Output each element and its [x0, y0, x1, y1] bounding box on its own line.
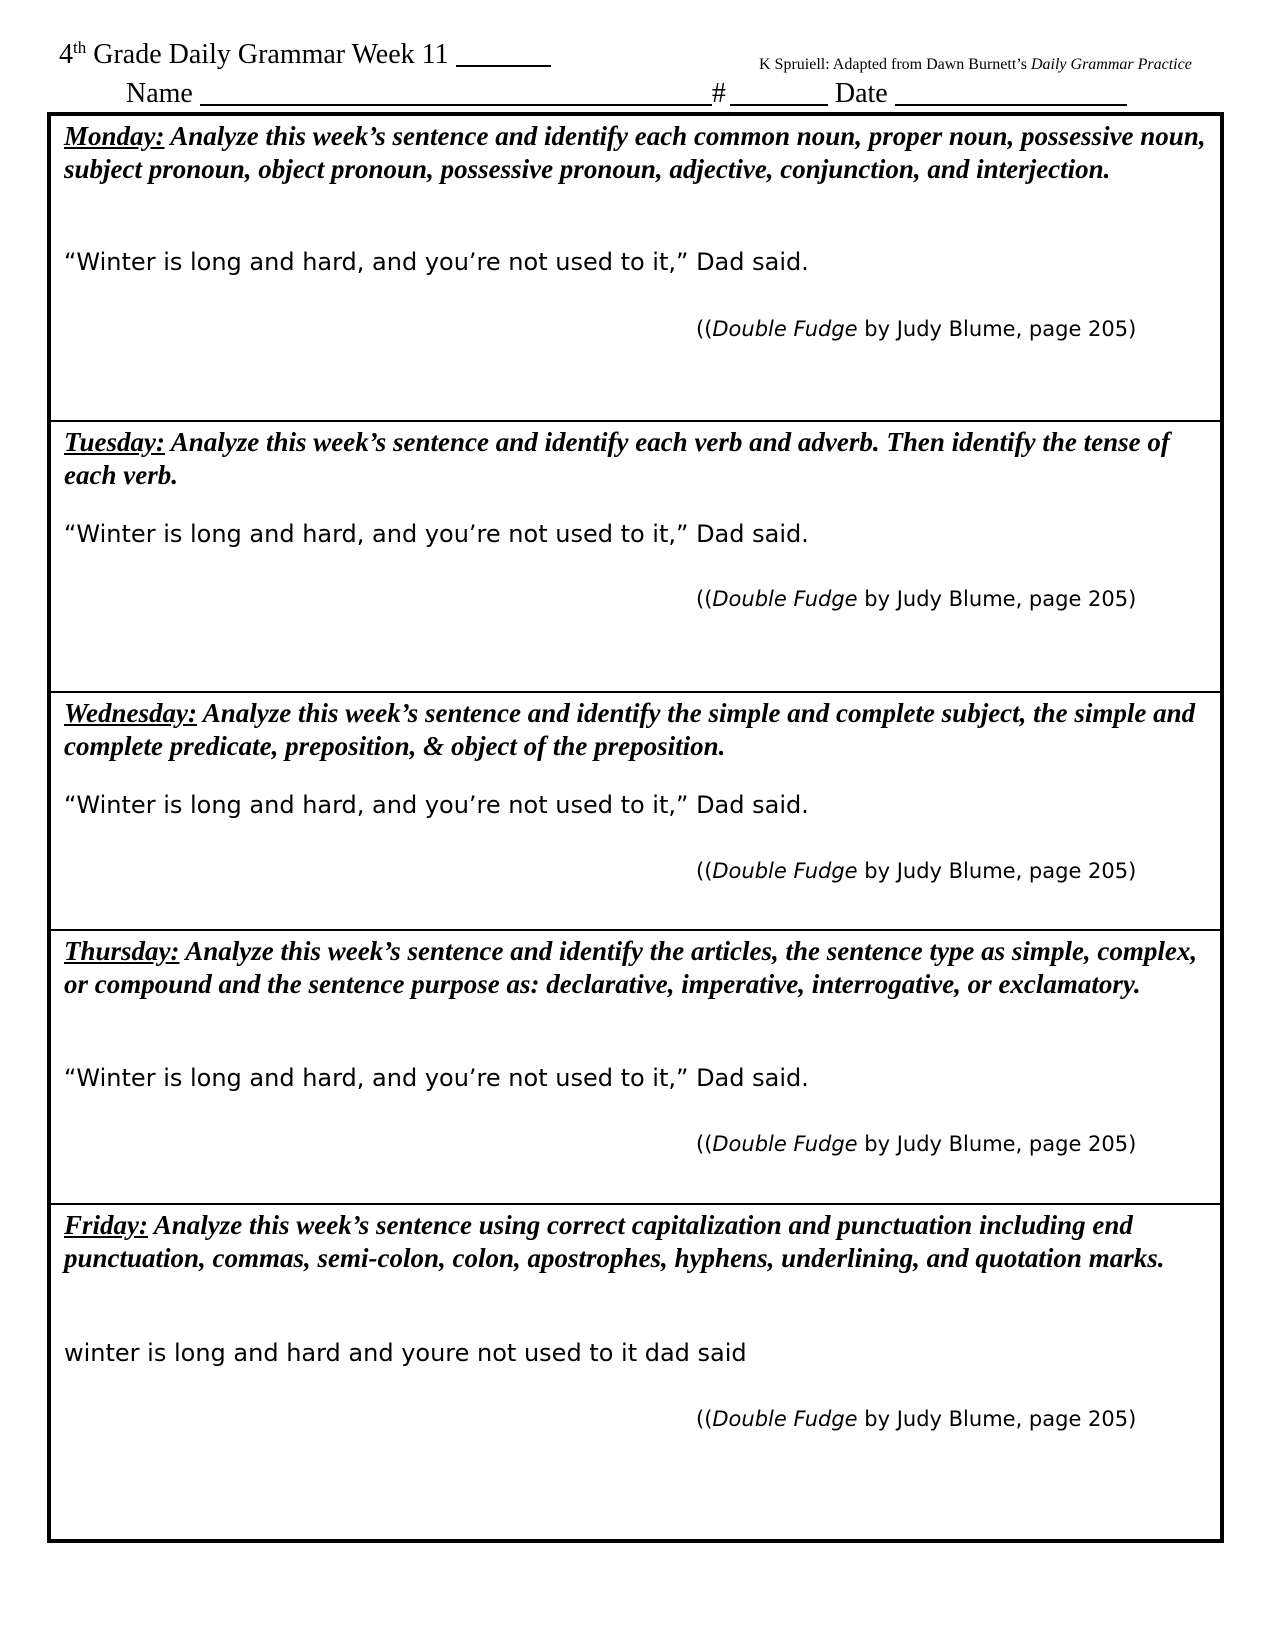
- practice-sentence: winter is long and hard and youre not used to it dad said: [64, 1339, 747, 1367]
- day-label: Thursday:: [64, 936, 180, 966]
- practice-sentence: “Winter is long and hard, and you’re not used to it,” Dad said.: [64, 248, 809, 276]
- day-label: Wednesday:: [64, 698, 197, 728]
- section-tuesday: [51, 422, 1220, 693]
- name-blank[interactable]: [200, 79, 712, 106]
- credit-line: K Spruiell: Adapted from Dawn Burnett’s Daily Grammar Practice: [759, 56, 1192, 73]
- day-label: Tuesday:: [64, 427, 165, 457]
- worksheet-header: [0, 0, 1275, 115]
- section-prompt: Tuesday: Analyze this week’s sentence and identify each verb and adverb. Then identify the tense of each verb.: [64, 427, 1170, 490]
- week-blank[interactable]: [456, 40, 551, 67]
- practice-sentence: “Winter is long and hard, and you’re not used to it,” Dad said.: [64, 520, 809, 548]
- citation: ((Double Fudge by Judy Blume, page 205): [696, 1132, 1137, 1156]
- day-label: Friday:: [64, 1210, 148, 1240]
- date-label: Date: [827, 78, 895, 109]
- section-friday: [51, 1205, 1220, 1539]
- citation: ((Double Fudge by Judy Blume, page 205): [696, 587, 1137, 611]
- worksheet-title: 4th Grade Daily Grammar Week 11: [59, 40, 551, 69]
- name-label: Name: [126, 78, 200, 109]
- date-blank[interactable]: [895, 79, 1127, 106]
- practice-sentence: “Winter is long and hard, and you’re not used to it,” Dad said.: [64, 1064, 809, 1092]
- citation: ((Double Fudge by Judy Blume, page 205): [696, 859, 1137, 883]
- section-prompt: Wednesday: Analyze this week’s sentence and identify the simple and complete subject, the simple and complete predicate, preposition, & object of the preposition.: [64, 698, 1196, 761]
- citation: ((Double Fudge by Judy Blume, page 205): [696, 1407, 1137, 1431]
- number-blank[interactable]: [730, 79, 828, 106]
- section-wednesday: [51, 693, 1220, 931]
- section-prompt: Thursday: Analyze this week’s sentence and identify the articles, the sentence type as simple, complex, or compound and the sentence purpose as: declarative, imperative, interrogative, or exclamatory.: [64, 936, 1198, 999]
- student-info-line: [126, 79, 1127, 108]
- practice-sentence: “Winter is long and hard, and you’re not used to it,” Dad said.: [64, 791, 809, 819]
- section-prompt: Friday: Analyze this week’s sentence using correct capitalization and punctuation including end punctuation, commas, semi-colon, colon, apostrophes, hyphens, underlining, and quotation marks.: [64, 1210, 1165, 1273]
- day-label: Monday:: [64, 121, 165, 151]
- worksheet-table: [47, 112, 1224, 1543]
- section-prompt: Monday: Analyze this week’s sentence and identify each common noun, proper noun, possessive noun, subject pronoun, object pronoun, possessive pronoun, adjective, conjunction, and interjection.: [64, 121, 1206, 184]
- section-monday: [51, 116, 1220, 422]
- section-thursday: [51, 931, 1220, 1205]
- citation: ((Double Fudge by Judy Blume, page 205): [696, 317, 1137, 341]
- number-label: #: [711, 78, 726, 109]
